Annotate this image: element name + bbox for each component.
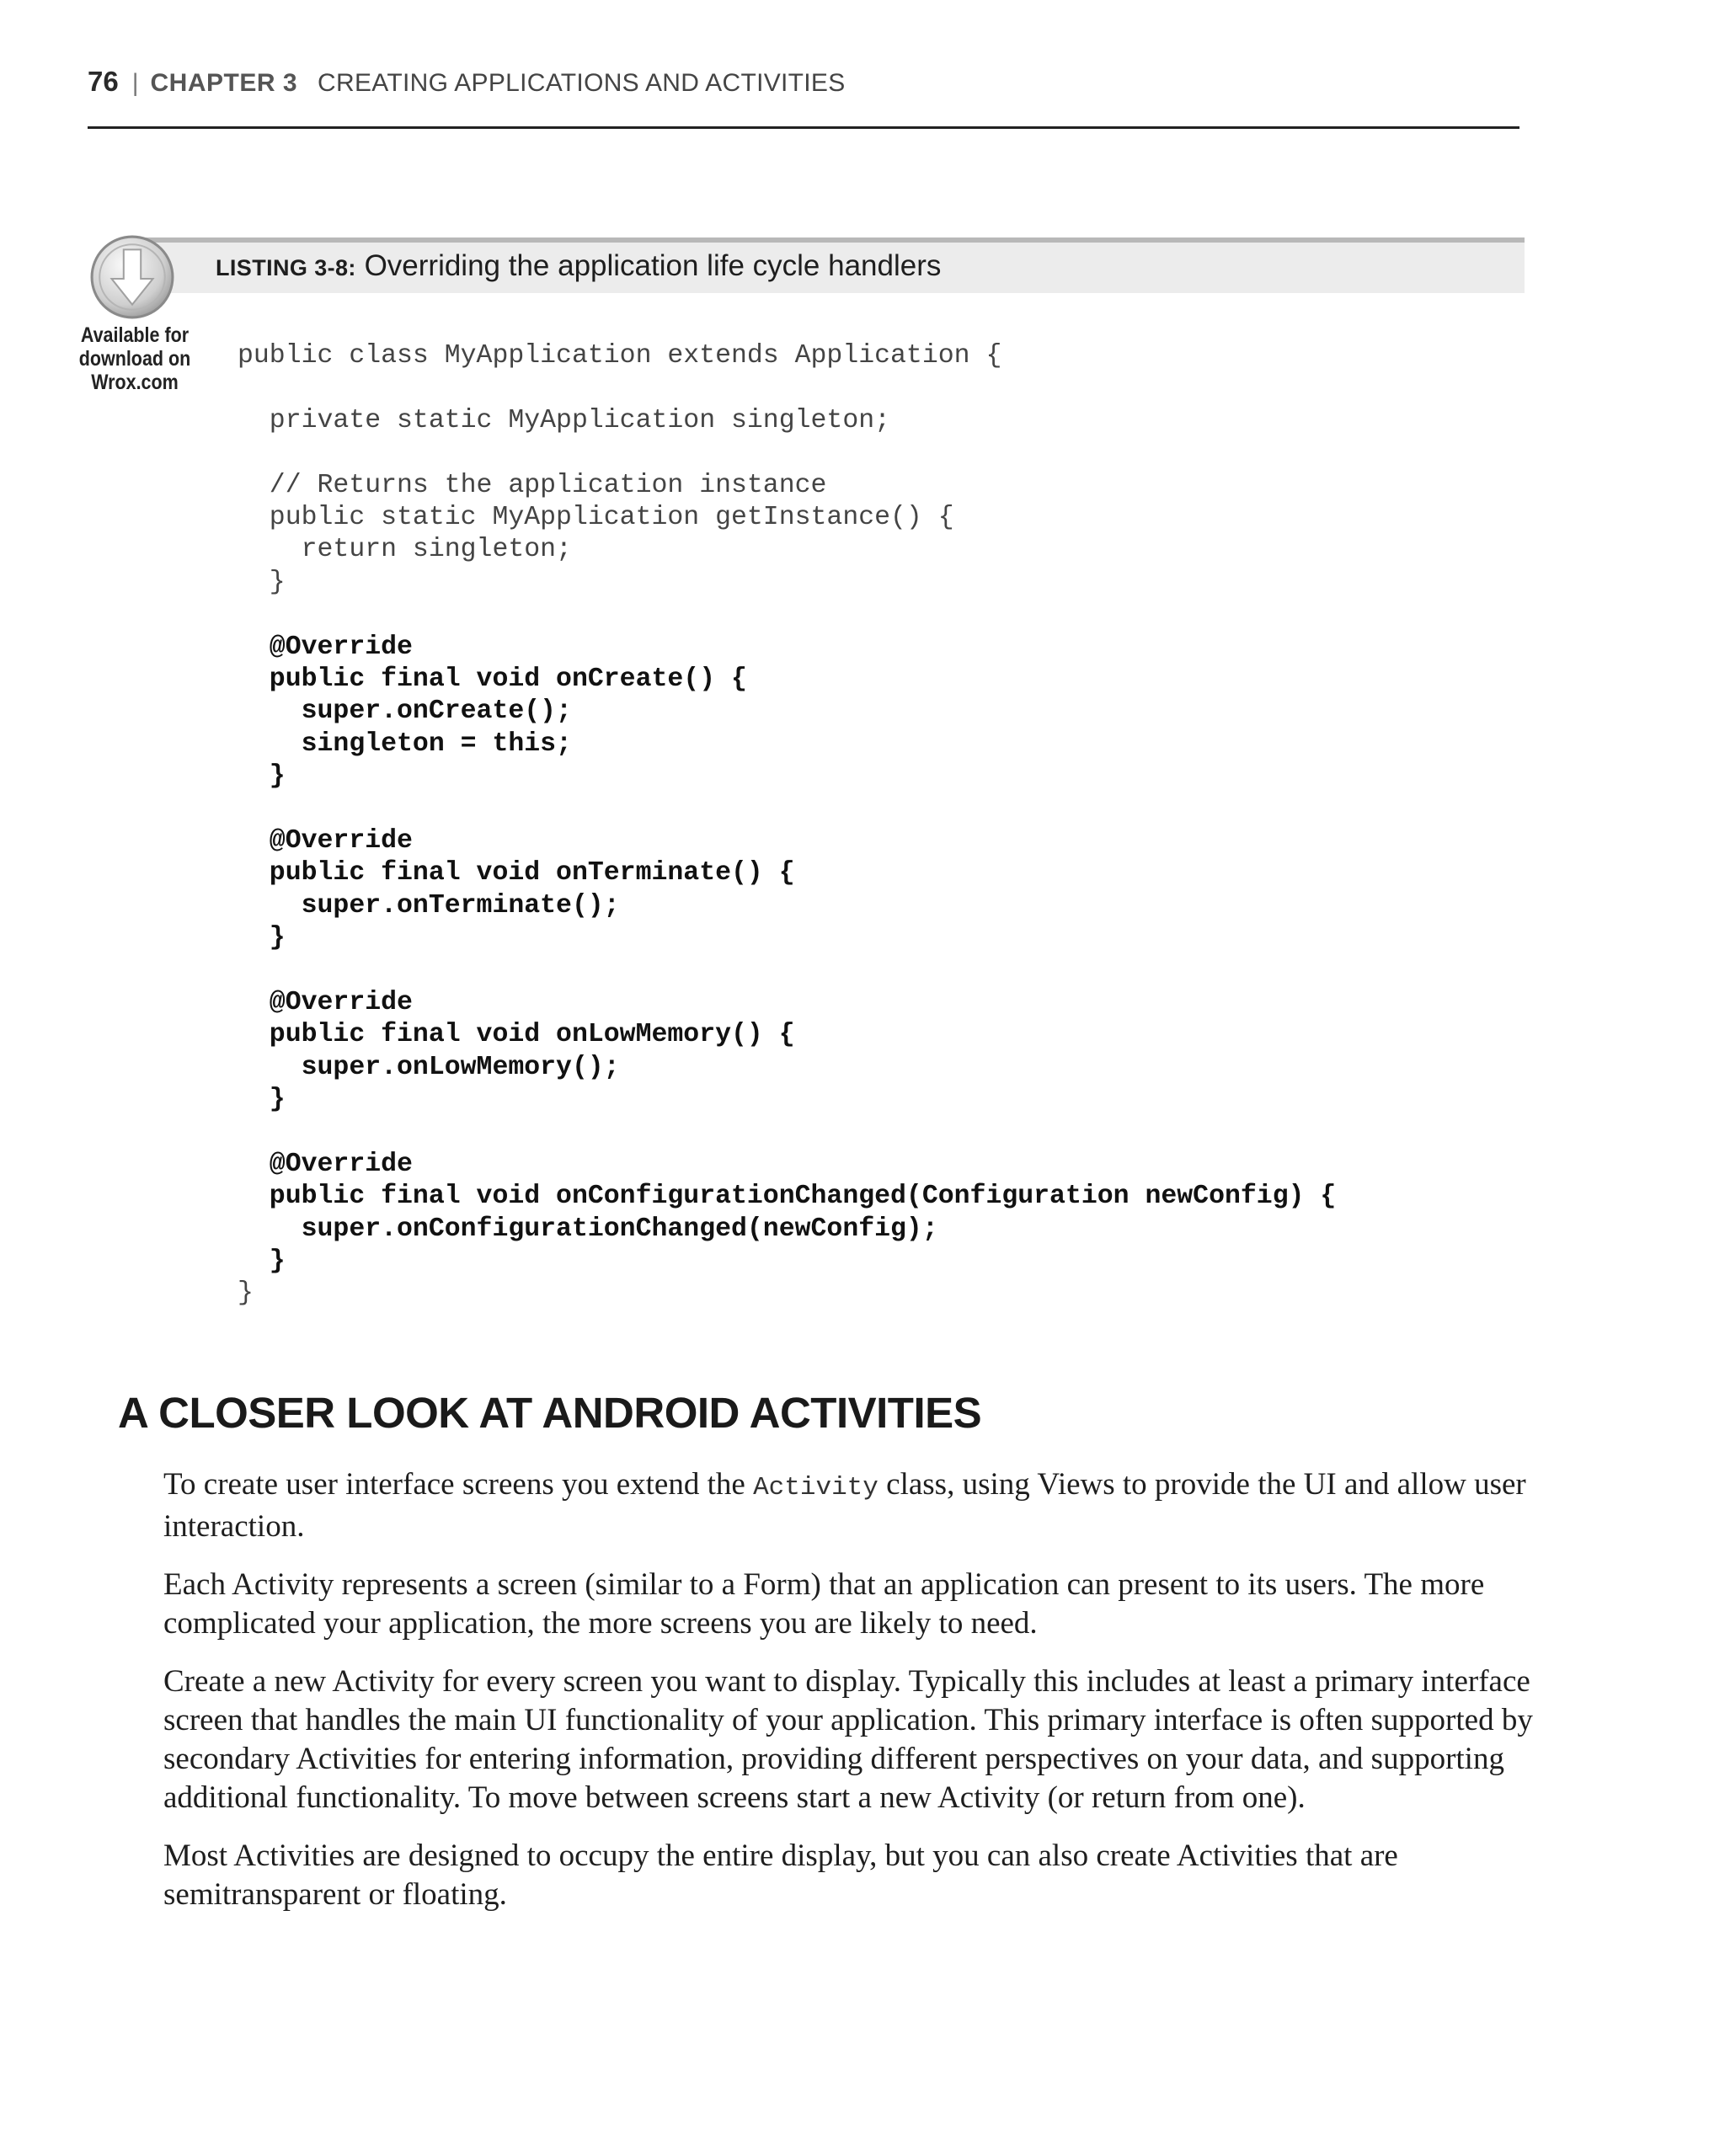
paragraph: Create a new Activity for every screen you want to display. Typically this includes at least a primary interface screen that handles the main UI functionality of your application. This primary interface is often supported by secondary Activities for entering information, providing different perspectives on your data, and supporting additional functionality. To move between screens start a new Activity (or return from one). xyxy=(163,1664,1533,1815)
code-line: super.onCreate(); xyxy=(238,696,572,727)
code-listing xyxy=(238,340,1336,1310)
code-line: } xyxy=(238,761,286,792)
code-line: } xyxy=(238,567,286,597)
listing-number: LISTING 3-8: xyxy=(216,255,356,280)
paragraph: Most Activities are designed to occupy the entire display, but you can also create Activities that are semitransparent or floating. xyxy=(163,1838,1398,1912)
inline-code: Activity xyxy=(753,1473,879,1502)
code-line: } xyxy=(238,923,286,953)
paragraph: Each Activity represents a screen (similar to a Form) that an application can present to its users. The more complicated your application, the more screens you are likely to need. xyxy=(163,1567,1485,1641)
code-line: @Override xyxy=(238,987,413,1017)
code-line: private static MyApplication singleton; xyxy=(238,405,891,435)
section-heading: A CLOSER LOOK AT ANDROID ACTIVITIES xyxy=(118,1389,982,1437)
code-line: public final void onLowMemory() { xyxy=(238,1020,795,1050)
header-rule xyxy=(88,126,1519,129)
code-line: public static MyApplication getInstance() { xyxy=(238,502,954,532)
code-line xyxy=(238,599,1336,631)
download-note xyxy=(71,323,198,394)
code-line: @Override xyxy=(238,632,413,662)
code-line: super.onTerminate(); xyxy=(238,890,620,921)
code-line: singleton = this; xyxy=(238,728,572,759)
paragraph-text: To create user interface screens you extend the xyxy=(163,1467,754,1502)
code-line: // Returns the application instance xyxy=(238,470,827,500)
code-line: return singleton; xyxy=(238,535,572,565)
download-note-line: Wrox.com xyxy=(91,371,179,394)
code-line xyxy=(238,437,1336,469)
download-note-line: Available for xyxy=(80,323,190,347)
code-line: } xyxy=(238,1246,286,1276)
code-line: super.onConfigurationChanged(newConfig); xyxy=(238,1214,938,1244)
code-line: @Override xyxy=(238,1149,413,1179)
code-line: } xyxy=(238,1278,254,1309)
page-number: 76 xyxy=(88,66,119,97)
download-note-line: download on xyxy=(78,347,191,371)
code-line: public final void onTerminate() { xyxy=(238,858,795,889)
code-line xyxy=(238,792,1336,825)
code-line: @Override xyxy=(238,825,413,856)
body-text xyxy=(163,1465,1545,1934)
code-line xyxy=(238,1116,1336,1148)
header-separator: | xyxy=(131,69,139,97)
paragraph xyxy=(163,1465,1545,1546)
code-line: super.onLowMemory(); xyxy=(238,1052,620,1082)
code-line: public final void onCreate() { xyxy=(238,664,747,694)
paragraph-text: class, using Views to provide the UI and allow user interaction. xyxy=(163,1467,1526,1544)
download-arrow-icon xyxy=(89,234,175,320)
running-header xyxy=(88,66,846,98)
code-line: public class MyApplication extends Application { xyxy=(238,341,1002,371)
code-line: public final void onConfigurationChanged(Configuration newConfig) { xyxy=(238,1182,1337,1212)
code-line: } xyxy=(238,1084,286,1114)
chapter-title: CREATING APPLICATIONS AND ACTIVITIES xyxy=(318,69,846,97)
code-line xyxy=(238,372,1336,404)
listing-caption xyxy=(216,249,941,283)
listing-title: Overriding the application life cycle handlers xyxy=(364,249,942,282)
code-line xyxy=(238,954,1336,986)
chapter-label: CHAPTER 3 xyxy=(150,69,298,97)
